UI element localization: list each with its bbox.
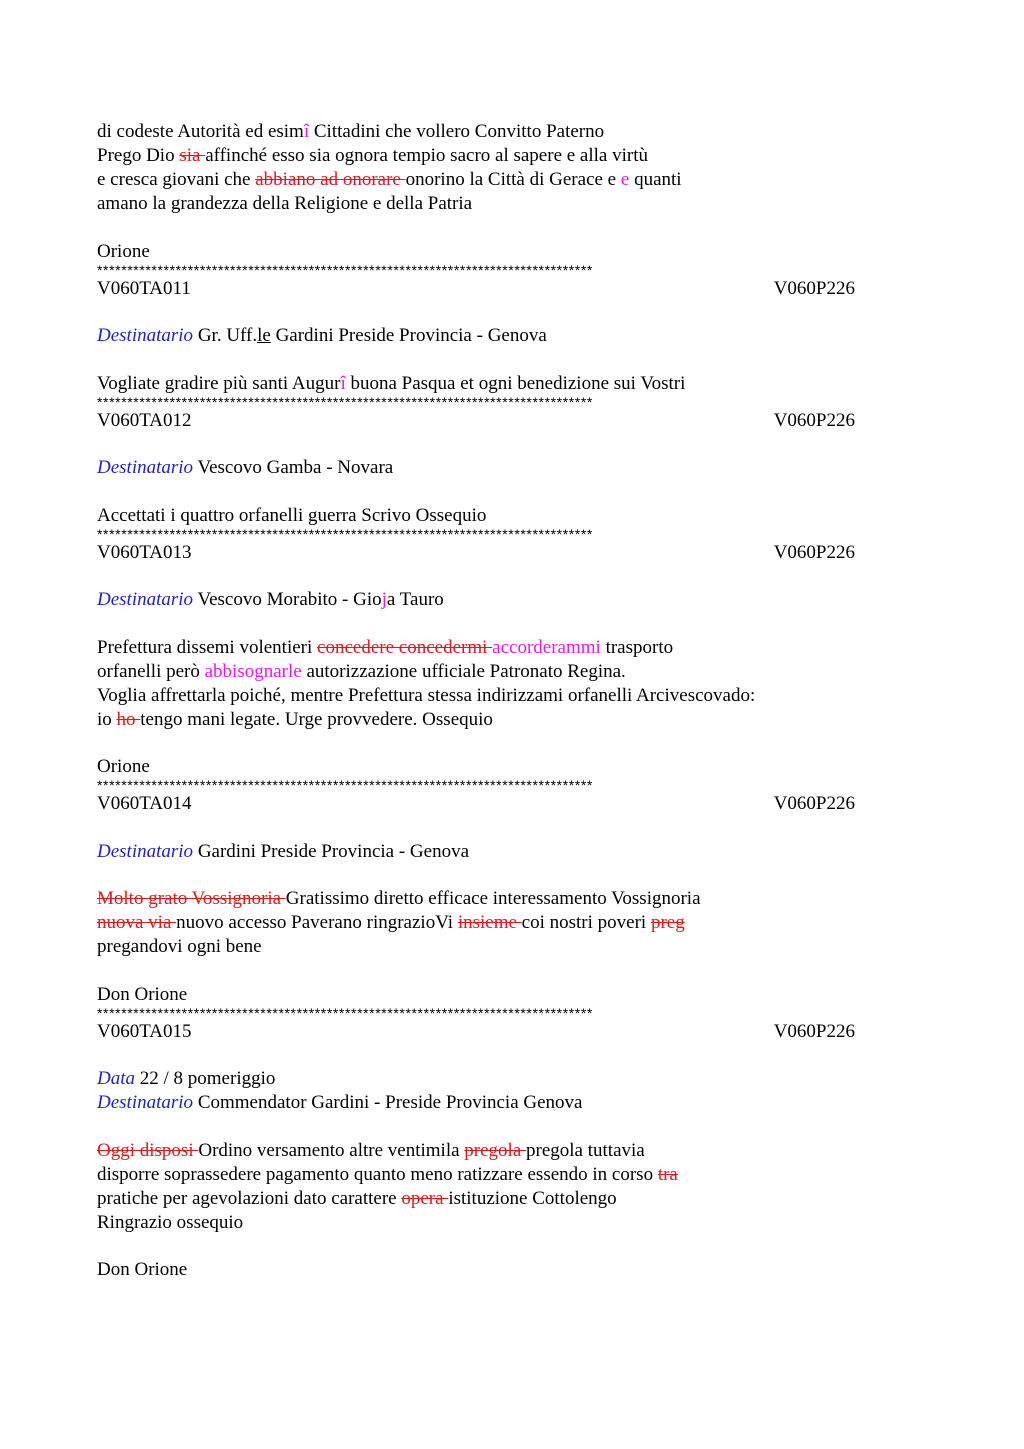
telegram-header [97,792,855,816]
recipient-line: Destinatario Vescovo Morabito - Gioja Tauro [97,589,444,610]
intro-line-2: Prego Dio sia affinché esso sia ognora tempio sacro al sapere e alla virtù [97,145,648,166]
intro-line-4: amano la grandezza della Religione e della Patria [97,193,473,214]
recipient-line: Destinatario Gardini Preside Provincia - Genova [97,840,470,862]
telegram-code: V060TA014 [97,793,192,814]
message-line: Molto grato Vossignoria Gratissimo diretto efficace interessamento Vossignoria [97,888,701,909]
signature: Orione [97,240,150,262]
page-code: V060P226 [773,541,855,563]
separator: ********************************************************************************** [97,263,593,277]
signature: Don Orione [97,983,188,1005]
document-page [97,120,927,1282]
page-code: V060P226 [773,1020,855,1042]
intro-line-3: e cresca giovani che abbiano ad onorare onorino la Città di Gerace e e quanti [97,169,682,190]
separator: ********************************************************************************** [97,1006,593,1020]
separator: ********************************************************************************** [97,779,593,792]
telegram-header [97,541,855,565]
recipient-line: Destinatario Vescovo Gamba - Novara [97,457,394,478]
message-line: orfanelli però abbisognarle autorizzazione ufficiale Patronato Regina. [97,660,626,682]
message-line: Accettati i quattro orfanelli guerra Scrivo Ossequio [97,504,487,526]
page-code: V060P226 [773,793,855,814]
page-code: V060P226 [773,277,855,299]
separator: ********************************************************************************** [97,395,593,409]
intro-line-1: di codeste Autorità ed esimî Cittadini che vollero Convitto Paterno [97,121,605,142]
telegram-code: V060TA011 [97,277,191,299]
telegram-code: V060TA013 [97,541,192,563]
signature: Orione [97,756,150,777]
telegram-code: V060TA015 [97,1020,192,1042]
signature: Don Orione [97,1259,188,1280]
message-line: Voglia affrettarla poiché, mentre Prefettura stessa indirizzami orfanelli Arcivescovado: [97,684,756,706]
message-line: Oggi disposi Ordino versamento altre ventimila pregola pregola tuttavia [97,1139,645,1161]
telegram-header [97,409,855,433]
message-line: pratiche per agevolazioni dato carattere opera istituzione Cottolengo [97,1187,617,1209]
message-line: Ringrazio ossequio [97,1211,244,1233]
page-code: V060P226 [773,409,855,431]
separator: ********************************************************************************** [97,527,593,541]
message-line: disporre soprassedere pagamento quanto meno ratizzare essendo in corso tra [97,1163,678,1185]
message-line: nuova via nuovo accesso Paverano ringrazioVi insieme coi nostri poveri preg [97,912,685,933]
telegram-header [97,1020,855,1044]
message-line: Vogliate gradire più santi Augurî buona Pasqua et ogni benedizione sui Vostri [97,372,686,394]
recipient-line: Destinatario Gr. Uff.le Gardini Preside Provincia - Genova [97,325,547,346]
recipient-line: Destinatario Commendator Gardini - Preside Provincia Genova [97,1092,583,1113]
telegram-code: V060TA012 [97,409,192,431]
message-line: Prefettura dissemi volentieri concedere concedermi accorderammi trasporto [97,636,674,658]
message-line: io ho tengo mani legate. Urge provvedere. Ossequio [97,708,493,730]
telegram-header [97,277,855,301]
message-line: pregandovi ogni bene [97,936,262,957]
date-line: Data 22 / 8 pomeriggio [97,1068,276,1089]
